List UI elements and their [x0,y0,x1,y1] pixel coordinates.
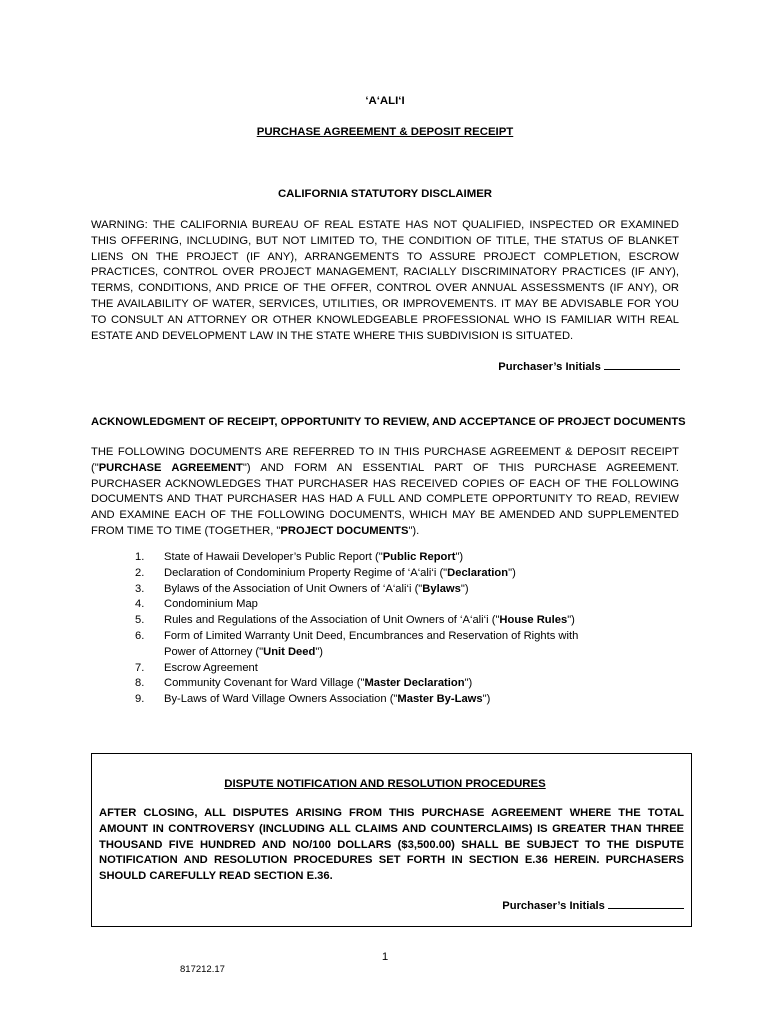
list-number: 3. [135,582,145,595]
document-title: PURCHASE AGREEMENT & DEPOSIT RECEIPT [256,126,514,138]
dispute-text: AFTER CLOSING, ALL DISPUTES ARISING FROM THIS PURCHASE AGREEMENT WHERE THE TOTAL AMOUNT IN CONTROVERSY (INCLUDING ALL CLAIMS AND COUNTERCLAIMS) IS GREATER THAN THREE THOUSAND FIVE HUNDRED AND NO/100 DOLLARS ($3,500.00) SHALL BE SUBJECT TO THE DISPUTE NOTIFICATION AND RESOLUTION PROCEDURES SET FORTH IN SECTION E.36 HEREIN. PURCHASERS SHOULD CAREFULLY READ SECTION E.36. [99,807,684,883]
list-number: 1. [135,551,145,563]
item-text: State of Hawaii Developer’s Public Report (" [164,551,383,563]
item-term: House Rules [499,614,568,627]
item-text: ") [508,566,516,579]
list-number: 6. [135,629,145,642]
list-number: 4. [135,598,145,611]
disclaimer-text: WARNING: THE CALIFORNIA BUREAU OF REAL ESTATE HAS NOT QUALIFIED, INSPECTED OR EXAMINED THIS OFFERING, INCLUDING, BUT NOT LIMITED TO, THE CONDITION OF TITLE, THE STATUS OF BLANKET LIENS ON THE PROJECT (IF ANY), ARRANGEMENTS TO ASSURE PROJECT COMPLETION, ESCROW PRACTICES, CONTROL OVER PROJECT MANAGEMENT, RACIALLY DISCRIMINATORY PRACTICES (IF ANY), TERMS, CONDITIONS, AND PRICE OF THE OFFER, CONTROL OVER ANNUAL ASSESSMENTS (IF ANY), OR THE AVAILABILITY OF WATER, SERVICES, UTILITIES, OR IMPROVEMENTS. IT MAY BE ADVISABLE FOR YOU TO CONSULT AN ATTORNEY OR OTHER KNOWLEDGEABLE PROFESSIONAL WHO IS FAMILIAR WITH REAL ESTATE AND DEVELOPMENT LAW IN THE STATE WHERE THIS SUBDIVISION IS SITUATED. [91,219,679,342]
list-number: 9. [135,693,145,706]
item-term: Declaration [447,566,509,579]
item-term: Master Declaration [364,677,465,690]
item-text: Escrow Agreement [164,661,258,674]
list-number: 8. [135,677,145,690]
acknowledgment-text [91,445,679,540]
project-documents-list [91,550,611,708]
project-name: ‘A‘ALI‘I [365,95,405,107]
item-text: ") [460,582,469,595]
list-item [91,597,611,613]
item-text: Declaration of Condominium Property Regime of ‘A‘ali‘i (" [164,566,448,579]
dispute-heading: DISPUTE NOTIFICATION AND RESOLUTION PROCEDURES [224,778,546,790]
item-text: Form of Limited Warranty Unit Deed, Encumbrances and Reservation of Rights with Power of Attorney (" [164,629,579,658]
ack-text-part: "). [408,524,420,537]
ack-defined-term: PURCHASE AGREEMENT [98,461,243,474]
disclaimer-heading: CALIFORNIA STATUTORY DISCLAIMER [277,188,493,200]
disclaimer-initials [498,359,680,373]
list-item [91,661,611,677]
acknowledgment-heading: ACKNOWLEDGMENT OF RECEIPT, OPPORTUNITY TO REVIEW, AND ACCEPTANCE OF PROJECT DOCUMENTS [91,416,686,428]
item-text: ") [567,614,575,627]
list-item [91,550,611,566]
ack-text-part: ") AND FORM AN ESSENTIAL PART OF THIS PURCHASE AGREEMENT. PURCHASER ACKNOWLEDGES THAT PURCHASER HAS RECEIVED COPIES OF EACH OF THE FOLLOWING DOCUMENTS AND THAT PURCHASER HAS HAD A FULL AND COMPLETE OPPORTUNITY TO READ, REVIEW AND EXAMINE EACH OF THE FOLLOWING DOCUMENTS, WHICH MAY BE AMENDED AND SUPPLEMENTED FROM TIME TO TIME (TOGETHER, " [91,461,679,537]
item-text: ") [315,645,324,658]
list-number: 5. [135,614,145,627]
ack-defined-term: PROJECT DOCUMENTS [280,524,409,537]
item-text: Condominium Map [164,598,258,611]
ack-text-part: THE FOLLOWING DOCUMENTS ARE REFERRED TO IN THIS PURCHASE AGREEMENT & DEPOSIT RECEIPT (" [91,446,679,474]
item-text: By-Laws of Ward Village Owners Association (" [164,693,398,706]
item-text: Community Covenant for Ward Village (" [164,677,365,690]
item-term: Unit Deed [263,645,316,658]
item-text: ") [482,693,491,706]
list-number: 2. [135,566,145,579]
list-item [91,613,611,629]
item-term: Bylaws [422,582,461,595]
list-item [91,582,611,598]
list-item [91,629,611,661]
item-term: Master By-Laws [397,693,483,706]
item-term: Public Report [382,551,456,563]
initials-blank[interactable] [604,359,680,370]
dispute-initials [502,898,684,912]
list-item [91,692,611,708]
item-text: ") [464,677,473,690]
item-text: Bylaws of the Association of Unit Owners of ‘A‘ali‘i (" [164,582,423,595]
initials-label: Purchaser’s Initials [498,361,601,373]
initials-label: Purchaser’s Initials [502,900,605,912]
document-number: 817212.17 [180,964,225,975]
initials-blank[interactable] [608,898,684,909]
item-text: Rules and Regulations of the Association of Unit Owners of ‘A‘ali‘i (" [164,614,500,627]
list-item [91,566,611,582]
page-number: 1 [381,951,389,963]
item-text: ") [455,551,464,563]
list-number: 7. [135,661,145,674]
list-item [91,676,611,692]
